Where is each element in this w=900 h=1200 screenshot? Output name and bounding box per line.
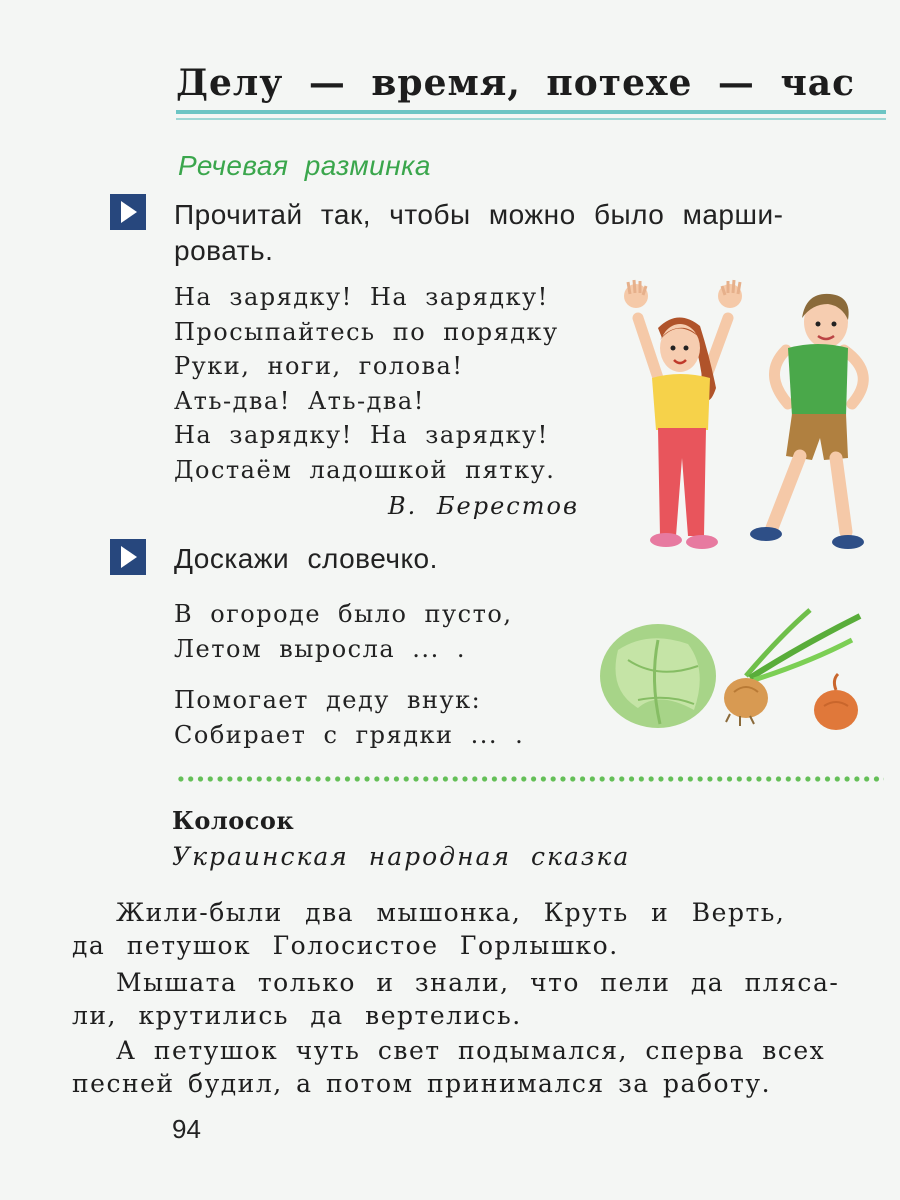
exercise-poem	[174, 280, 559, 487]
task1-line1: Прочитай так, чтобы можно было марши-	[174, 199, 784, 230]
poem-line: Достаём ладошкой пятку.	[174, 455, 556, 484]
task-marker-icon	[110, 194, 146, 230]
paragraph-line: песней будил, а потом принимался за работу.	[72, 1069, 772, 1098]
task-marker-icon	[110, 539, 146, 575]
paragraph-line: А петушок чуть свет подымался, сперва всех	[116, 1036, 826, 1065]
story-paragraph	[72, 966, 880, 1032]
task1-instruction	[174, 197, 886, 269]
riddle-cabbage	[174, 597, 512, 666]
girl-exercising-illustration	[618, 278, 753, 553]
riddle-onion	[174, 683, 524, 752]
poem-line: Ать-два! Ать-два!	[174, 386, 425, 415]
poem-line: На зарядку! На зарядку!	[174, 421, 549, 449]
page-number: 94	[172, 1114, 201, 1144]
title-underline-thin	[176, 118, 886, 120]
paragraph-line: ли, крутились да вертелись.	[72, 1001, 522, 1030]
riddle-line: Помогает деду внук:	[174, 686, 482, 714]
riddle-line: Летом выросла ... .	[174, 634, 466, 663]
onion-illustration	[720, 606, 870, 736]
cabbage-illustration	[598, 620, 718, 730]
story-subtitle: Украинская народная сказка	[172, 842, 631, 871]
riddle-line: Собирает с грядки ... .	[174, 720, 525, 749]
story-paragraph	[72, 1034, 880, 1100]
task1-line2: ровать.	[174, 235, 274, 266]
section-divider	[176, 776, 884, 782]
task2-instruction: Доскажи словечко.	[174, 543, 438, 574]
story-title: Колосок	[172, 806, 295, 835]
poem-line: На зарядку! На зарядку!	[174, 283, 549, 311]
page-title: Делу — время, потехе — час	[176, 62, 856, 104]
paragraph-line: Жили-были два мышонка, Круть и Верть,	[116, 898, 786, 927]
paragraph-line: да петушок Голосистое Горлышко.	[72, 931, 619, 960]
boy-exercising-illustration	[748, 288, 888, 556]
story-paragraph	[72, 896, 880, 962]
section-subtitle: Речевая разминка	[178, 150, 431, 181]
paragraph-line: Мышата только и знали, что пели да пляса-	[116, 968, 840, 997]
riddle-line: В огороде было пусто,	[174, 600, 513, 628]
poem-line: Просыпайтесь по порядку	[174, 317, 559, 346]
title-underline	[176, 110, 886, 114]
poem-line: Руки, ноги, голова!	[174, 352, 464, 380]
poem-author: В. Берестов	[388, 492, 579, 520]
